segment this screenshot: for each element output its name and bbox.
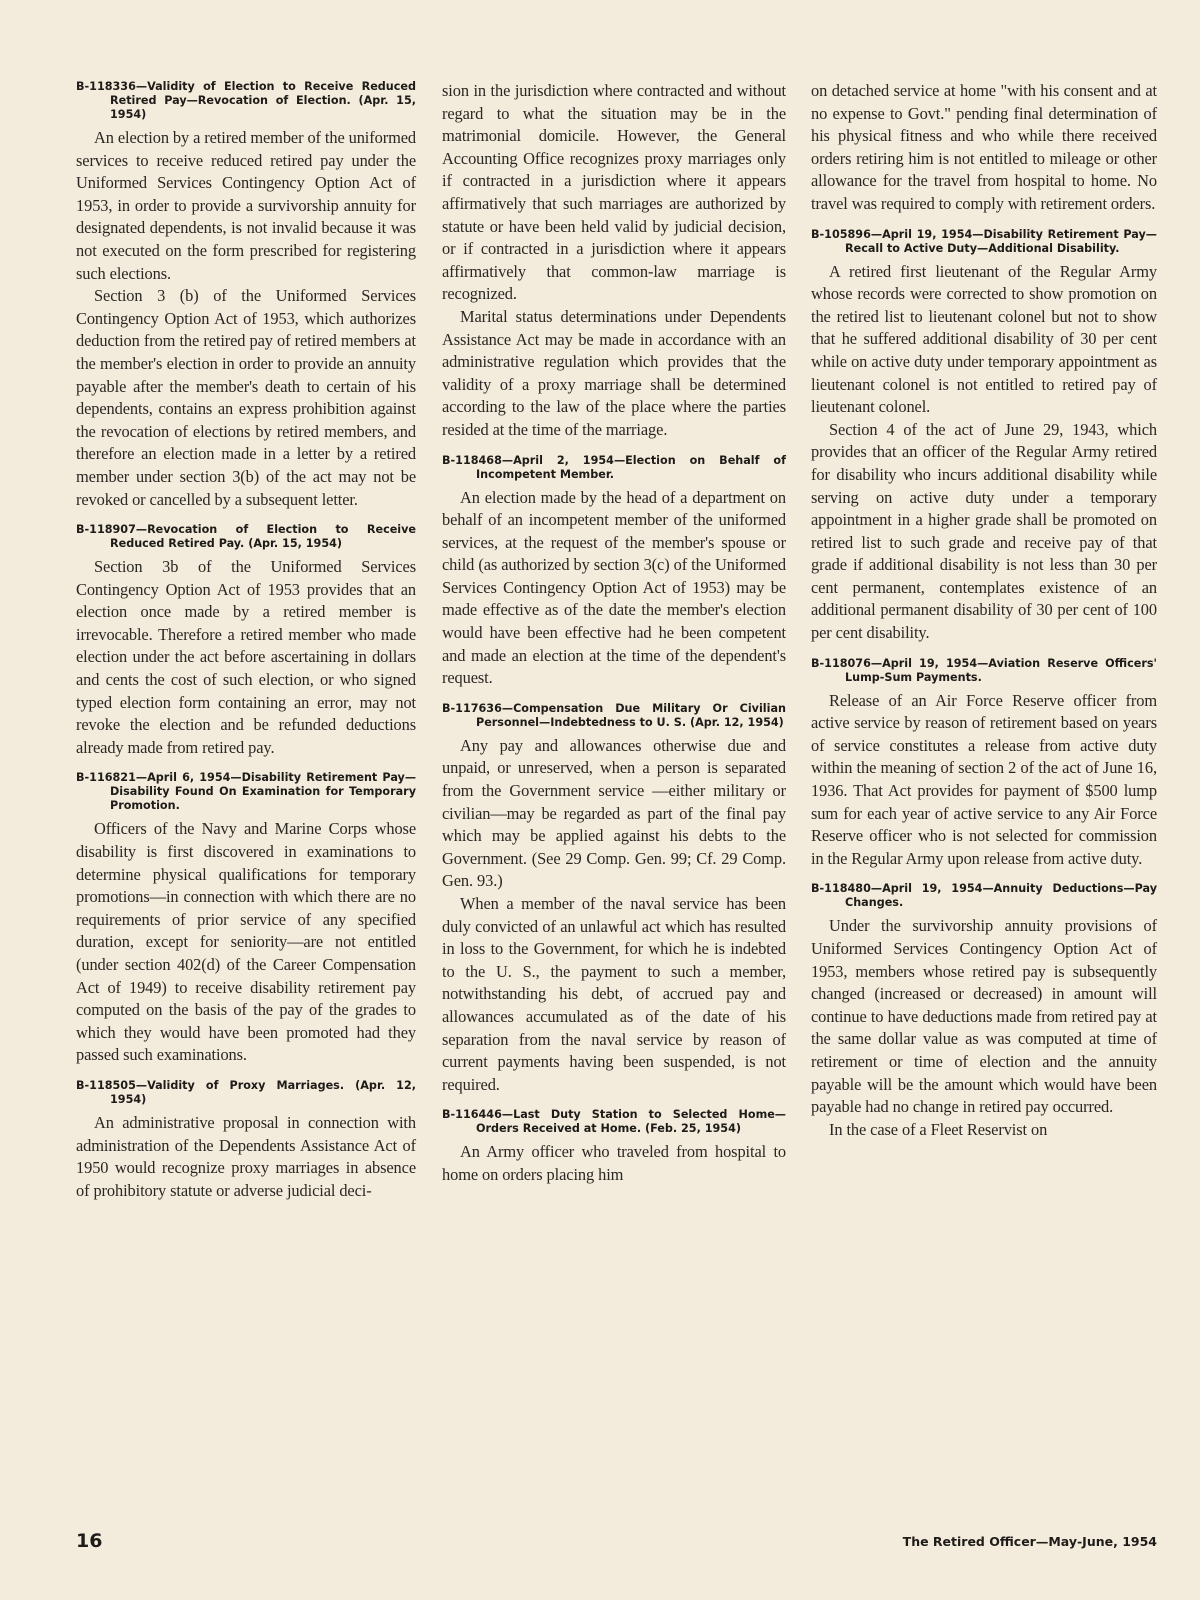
- entry-heading: B-118468—April 2, 1954—Election on Behalf of Incompetent Member.: [442, 453, 786, 481]
- entry-paragraph: on detached service at home "with his consent and at no expense to Govt." pending final determination of his physical fitness and who while there received orders retiring him is not entitled to mileage or other allowance for the travel from hospital to home. No travel was required to comply with retirement orders.: [811, 81, 1157, 213]
- entry-paragraph: Section 3 (b) of the Uniformed Services Contingency Option Act of 1953, which authorizes deduction from the retired pay of retired members at the member's election in order to provide an annuity payable after the member's death to certain of his dependents, contains an express prohibition against the revocation of elections by retired members, and therefore an election made in a letter by a retired member under section 3(b) of the act may not be revoked or cancelled by a subsequent letter.: [76, 286, 416, 509]
- entry-heading: B-118076—April 19, 1954—Aviation Reserve Officers' Lump-Sum Payments.: [811, 656, 1157, 684]
- entry-paragraph: Officers of the Navy and Marine Corps whose disability is first discovered in examinations to determine physical qualifications for temporary promotions—in connection with which there are no requirements of prior service of any specified duration, except for seniority—are not entitled (under section 402(d) of the Career Compensation Act of 1949) to receive disability retirement pay computed on the basis of the pay of the grades to which they would have been promoted had they passed such examinations.: [76, 819, 416, 1065]
- entry-paragraph: A retired first lieutenant of the Regular Army whose records were corrected to show promotion on the retired list to lieutenant colonel but not to show that he suffered additional disability of 30 per cent while on active duty under temporary appointment as lieutenant colonel is not entitled to retired pay of lieutenant colonel.: [811, 261, 1157, 417]
- publication-footer: The Retired Officer—May-June, 1954: [902, 1534, 1157, 1549]
- entry-b-118480: [811, 882, 1157, 1141]
- entry-heading: B-118480—April 19, 1954—Annuity Deductions—Pay Changes.: [811, 882, 1157, 910]
- entry-paragraph: An election made by the head of a department on behalf of an incompetent member of the uniformed services, at the request of the member's spouse or child (as authorized by section 3(c) of the Uniformed Services Contingency Option Act of 1953) may be made effective as of the date the member's election would have been effective had he been competent and made an election at the time of the dependent's request.: [442, 487, 786, 688]
- entry-b-118505-continued: [442, 80, 786, 442]
- entry-paragraph: In the case of a Fleet Reservist on: [829, 1119, 1048, 1139]
- entry-heading: B-117636—Compensation Due Military Or Civilian Personnel—Indebtedness to U. S. (Apr. 12, 1954): [442, 701, 786, 729]
- entry-heading: B-116821—April 6, 1954—Disability Retirement Pay—Disability Found On Examination for Temporary Promotion.: [76, 771, 416, 813]
- entry-paragraph: Any pay and allowances otherwise due and unpaid, or unreserved, when a person is separated from the Government service —either military or civilian—may be regarded as part of the final pay which may be applied against his debts to the Government. (See 29 Comp. Gen. 99; Cf. 29 Comp. Gen. 93.): [442, 735, 786, 891]
- entry-paragraph: Section 4 of the act of June 29, 1943, which provides that an officer of the Regular Army retired for disability who incurs additional disability while serving on active duty under a temporary appointment in a higher grade shall be promoted on retired list to such grade and receive pay of that grade if additional disability is not less than 30 per cent permanent, contemplates existence of an additional permanent disability of 30 per cent of 100 per cent disability.: [811, 419, 1157, 643]
- column-left: [76, 80, 416, 1214]
- entry-b-116446-continued: [811, 80, 1157, 216]
- entry-b-118076: [811, 657, 1157, 871]
- entry-paragraph: sion in the jurisdiction where contracted and without regard to what the situation may be in the matrimonial domicile. However, the General Accounting Office recognizes proxy marriages only if contracted in a jurisdiction where it appears affirmatively that such marriages are authorized by statute or have been held valid by judicial decision, or if contracted in a jurisdiction where it appears affirmatively that common-law marriage is recognized.: [442, 81, 786, 304]
- entry-paragraph: Under the survivorship annuity provisions of Uniformed Services Contingency Option Act of 1953, members whose retired pay is subsequently changed (increased or decreased) in amount will continue to have deductions made from retired pay at the same dollar value as was computed at time of retirement or time of election and the annuity payable will be the amount which would have been payable had no change in retired pay occurred.: [811, 916, 1157, 1117]
- entry-b-118505: [76, 1079, 416, 1202]
- entry-b-118336: [76, 80, 416, 511]
- entry-paragraph: Marital status determinations under Dependents Assistance Act may be made in accordance with an administrative regulation which provides that the validity of a proxy marriage shall be determined according to the law of the place where the parties resided at the time of the marriage.: [442, 306, 786, 439]
- entry-b-105896: [811, 228, 1157, 645]
- entry-paragraph: Section 3b of the Uniformed Services Contingency Option Act of 1953 provides that an election once made by a retired member is irrevocable. Therefore a retired member who made election under the act before ascertaining in dollars and cents the cost of such election, or who signed typed election form containing an error, may not revoke the election and be refunded deductions already made from retired pay.: [76, 557, 416, 757]
- entry-paragraph: When a member of the naval service has been duly convicted of an unlawful act which has resulted in loss to the Government, for which he is indebted to the U. S., the payment to such a member, notwithstanding his debt, of accrued pay and allowances accumulated as of the date of his separation from the naval service by reason of current payments having been suspended, is not required.: [442, 894, 786, 1094]
- entry-heading: B-116446—Last Duty Station to Selected Home—Orders Received at Home. (Feb. 25, 1954): [442, 1108, 786, 1136]
- entry-b-118907: [76, 523, 416, 759]
- entry-b-116446: [442, 1108, 786, 1186]
- entry-heading: B-118505—Validity of Proxy Marriages. (Apr. 12, 1954): [76, 1078, 416, 1106]
- column-right: [811, 80, 1157, 1153]
- entry-paragraph: An election by a retired member of the uniformed services to receive reduced retired pay under the Uniformed Services Contingency Option Act of 1953, in order to provide a survivorship annuity for designated dependents, is not invalid because it was not executed on the form prescribed for registering such elections.: [76, 128, 416, 283]
- entry-paragraph: Release of an Air Force Reserve officer from active service by reason of retirement based on years of service constitutes a release from active duty within the meaning of section 2 of the act of June 16, 1936. That Act provides for payment of $500 lump sum for each year of active service to any Air Force Reserve officer who is not selected for commission in the Regular Army upon release from active duty.: [811, 690, 1157, 868]
- entry-heading: B-105896—April 19, 1954—Disability Retirement Pay—Recall to Active Duty—Additional Disability.: [811, 227, 1157, 255]
- entry-b-118468: [442, 454, 786, 690]
- entry-heading: B-118336—Validity of Election to Receive Reduced Retired Pay—Revocation of Election. (Apr. 15, 1954): [76, 80, 416, 121]
- column-middle: [442, 80, 786, 1199]
- entry-b-116821: [76, 771, 416, 1067]
- entry-paragraph: An Army officer who traveled from hospital to home on orders placing him: [442, 1142, 786, 1184]
- entry-heading: B-118907—Revocation of Election to Receive Reduced Retired Pay. (Apr. 15, 1954): [76, 523, 416, 551]
- entry-b-117636: [442, 702, 786, 1097]
- entry-paragraph: An administrative proposal in connection with administration of the Dependents Assistance Act of 1950 would recognize proxy marriages in absence of prohibitory statute or adverse judicial deci-: [76, 1112, 416, 1200]
- page-number: 16: [76, 1530, 103, 1552]
